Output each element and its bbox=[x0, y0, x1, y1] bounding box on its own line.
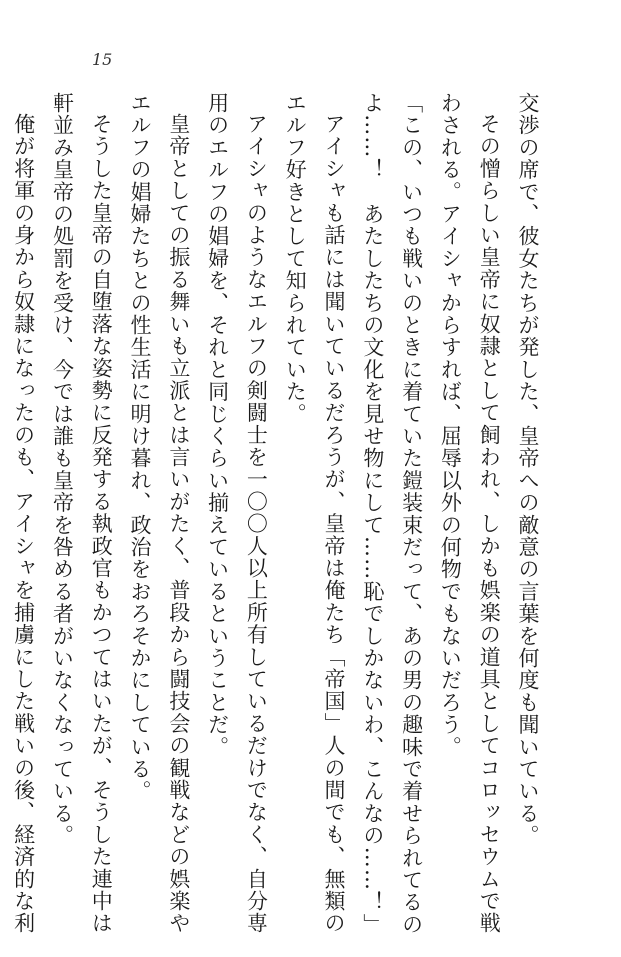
text-line: 交渉の席で、彼女たちが発した、皇帝への敵意の言葉を何度も聞いている。 bbox=[516, 92, 540, 847]
text-line: わされる。アイシャからすれば、屈辱以外の何物でもないだろう。 bbox=[438, 92, 463, 758]
text-line: 軒並み皇帝の処罰を受け、今では誰も皇帝を咎める者がいなくなっている。 bbox=[50, 92, 75, 847]
text-line: アイシャも話には聞いているだろうが、皇帝は俺たち「帝国」人の間でも、無類の bbox=[322, 113, 347, 935]
text-line: そうした皇帝の自堕落な姿勢に反発する執政官もかつてはいたが、そうした連中は bbox=[89, 113, 114, 935]
text-line: 用のエルフの娼婦を、それと同じくらい揃えているということだ。 bbox=[205, 92, 230, 758]
text-line: 「この、いつも戦いのときに着ていた鎧装束だって、あの男の趣味で着せられてるの bbox=[399, 92, 424, 936]
body-text bbox=[11, 92, 547, 936]
text-line bbox=[0, 92, 4, 822]
text-line: アイシャのようなエルフの剣闘士を一〇〇人以上所有しているだけでなく、自分専 bbox=[244, 113, 269, 935]
text-line: エルフ好きとして知られていた。 bbox=[283, 92, 308, 425]
text-line: その憎らしい皇帝に奴隷として飼われ、しかも娯楽の道具としてコロッセウムで戦 bbox=[477, 113, 502, 935]
text-line: 皇帝としての振る舞いも立派とは言いがたく、普段から闘技会の観戦などの娯楽や bbox=[166, 113, 191, 935]
text-line: エルフの娼婦たちとの性生活に明け暮れ、政治をおろそかにしている。 bbox=[128, 92, 153, 803]
text-line: 俺が将軍の身から奴隷になったのも、アイシャを捕虜にした戦いの後、経済的な利 bbox=[11, 113, 36, 935]
page-number: 15 bbox=[92, 50, 113, 69]
text-line: よ……！ あたしたちの文化を見せ物にして……恥でしかないわ、こんなの……！」 bbox=[360, 92, 385, 936]
